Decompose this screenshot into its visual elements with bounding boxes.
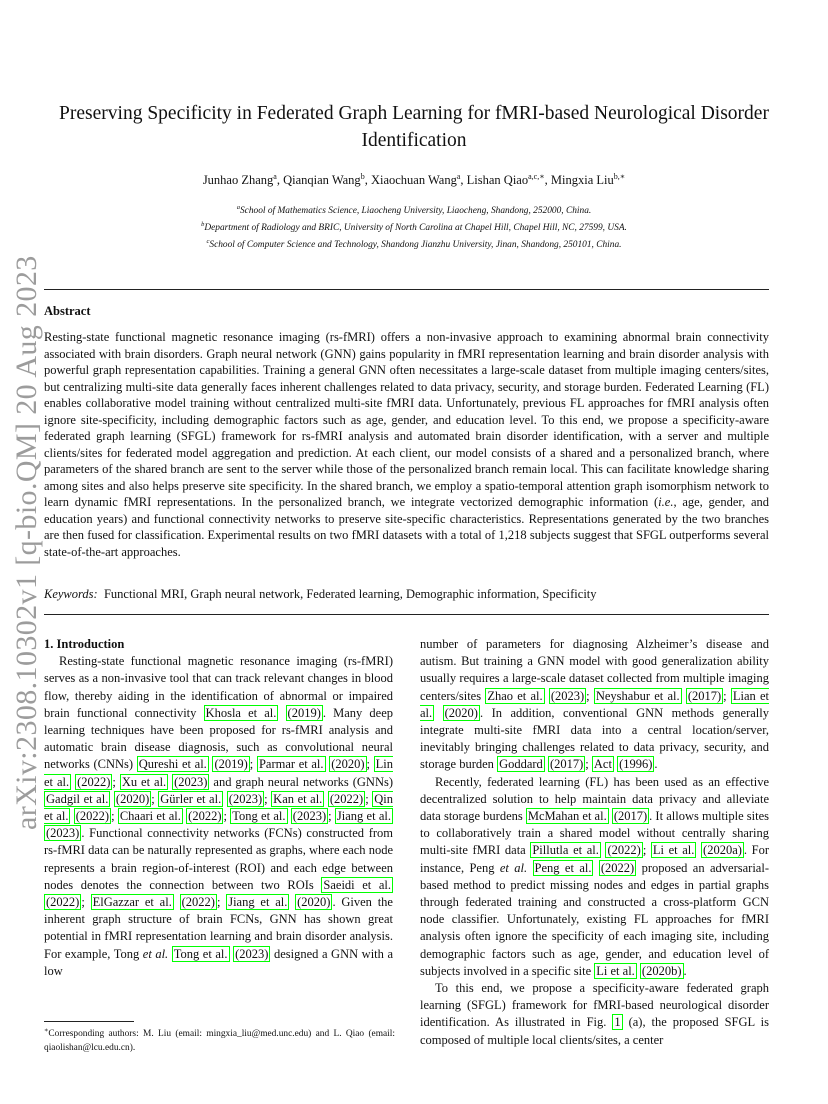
affiliation-line <box>0 235 828 252</box>
citation-link[interactable]: (2023) <box>228 791 263 806</box>
author-name: Junhao Zhang <box>202 173 274 188</box>
citation-link[interactable]: (2022) <box>607 843 641 858</box>
paper-title: Preserving Specificity in Federated Graph Learning for fMRI-based Neurological Disorder Identification <box>59 103 769 151</box>
author-name: Xiaochuan Wang <box>370 173 457 188</box>
citation-link[interactable]: (2023) <box>550 688 585 703</box>
abstract-text: Resting-state functional magnetic resonance imaging (rs-fMRI) offers a non-invasive approach to examining abnormal brain connectivity associated with brain disorders. Graph neural network (GNN) gains popularity in fMRI representation learning and brain disorder analysis with powerful graph representation capabilities. Training a general GNN often necessitates a large-scale dataset from multiple imaging centers/sites, but centralizing multi-site data generally faces inherent challenges related to data privacy, security, and storage burden. Federated Learning (FL) enables collaborative model training without centralized multi-site fMRI data. Unfortunately, previous FL approaches for fMRI analysis often ignore site-specificity, including demographic factors such as age, gender, and education level. To this end, we propose a specificity-aware federated graph learning (SFGL) framework for rs-fMRI analysis and automated brain disorder identification, with a server and multiple clients/sites for federated model aggregation and prediction. At each client, our model consists of a shared and a personalized branch, where parameters of the shared branch are sent to the server while those of the personalized branch remain local. This can facilitate knowledge sharing among sites and also helps preserve site specificity. In the shared branch, we employ a spatio-temporal attention graph isomorphism network to learn dynamic fMRI representations. In the personalized branch, we integrate vectorized demographic information ( <box>44 330 769 509</box>
intro-paragraph: To this end, we propose a specificity-aware federated graph learning (SFGL) framework for fMRI-based neurological disorder identification. As illustrated in Fig. 1 (a), the proposed SFGL is composed of multiple local clients/sites, a center <box>420 981 769 1047</box>
citation-link[interactable]: (2022) <box>181 895 215 910</box>
citation-link[interactable]: Li et al. <box>652 843 695 858</box>
author-affil-mark: a,c,∗ <box>528 172 545 181</box>
keywords-bottom-rule <box>44 614 769 615</box>
left-column <box>44 636 393 980</box>
affiliation-mark: a <box>236 204 240 211</box>
citation-link[interactable]: (2017) <box>613 809 648 824</box>
author-affil-mark: a <box>456 172 461 181</box>
citation-link[interactable]: Jiang et al. <box>228 895 288 910</box>
footnote <box>44 1024 395 1055</box>
citation-link[interactable]: Qureshi et al. <box>138 757 207 772</box>
citation-link[interactable]: Lin et al. <box>44 757 394 789</box>
citation-link[interactable]: (2022) <box>188 809 222 824</box>
citation-link[interactable]: (2020) <box>297 895 331 910</box>
italic-text: et al. <box>142 946 169 961</box>
citation-link[interactable]: (2023) <box>292 809 327 824</box>
citation-link[interactable]: Pillutla et al. <box>532 843 599 858</box>
citation-link[interactable]: (2020) <box>331 757 365 772</box>
citation-link[interactable]: Peng et al. <box>534 860 592 875</box>
keywords-text: Functional MRI, Graph neural network, Federated learning, Demographic information, Specificity <box>103 587 597 601</box>
citation-link[interactable]: (2022) <box>77 774 111 789</box>
affiliation-text: School of Mathematics Science, Liaocheng University, Liaocheng, Shandong, 252000, China. <box>239 206 592 217</box>
right-column <box>420 636 769 1049</box>
citation-link[interactable]: Gadgil et al. <box>46 791 109 806</box>
section-heading: 1. Introduction <box>44 637 125 651</box>
citation-link[interactable]: Kan et al. <box>273 791 323 806</box>
citation-link[interactable]: McMahan et al. <box>527 809 607 824</box>
citation-link[interactable]: (2022) <box>75 809 110 824</box>
citation-link[interactable]: Lian et al. <box>420 688 770 720</box>
citation-link[interactable]: ElGazzar et al. <box>92 895 172 910</box>
affiliation-text: Department of Radiology and BRIC, University of North Carolina at Chapel Hill, Chapel Hill, NC, 27599, USA. <box>204 223 627 234</box>
affiliation-mark: b <box>201 221 205 229</box>
affiliation-line <box>0 218 828 235</box>
citation-link[interactable]: Parmar et al. <box>258 757 324 772</box>
author-affil-mark: a <box>273 172 277 181</box>
citation-link[interactable]: Saeidi et al. <box>323 877 391 892</box>
intro-paragraph: Recently, federated learning (FL) has been used as an effective decentralized solution to help maintain data privacy and alleviate data storage burdens McMahan et al. (2017) . It allows multiple sites to collaboratively train a shared model without centrally sharing multi-site fMRI data Pillutla et al. (2022) ; Li et al. (2020a) . For instance, Peng et al. Peng et al. (2022) proposed an adversarial-based method to predict missing nodes and edges in partial graphs through federated training and constructed a cross-platform GCN node classifier. Unfortunately, existing FL approaches for fMRI analysis often ignore the specificity of each imaging site, including demographic factors such as age, gender, and education level of subjects involved in a specific site Li et al. (2020b) . <box>420 774 770 978</box>
citation-link[interactable]: Goddard <box>499 757 543 772</box>
citation-link[interactable]: (2022) <box>329 791 364 806</box>
author-name: Mingxia Liu <box>550 173 614 188</box>
citation-link[interactable]: (2019) <box>287 705 321 720</box>
abstract-text-italic: i.e. <box>658 495 674 509</box>
citation-link[interactable]: (2020) <box>444 705 478 720</box>
affiliation-list <box>0 201 828 252</box>
citation-link[interactable]: Jiang et al. <box>336 809 391 824</box>
footnote-mark: ∗ <box>44 1027 49 1034</box>
citation-link[interactable]: Li et al. <box>596 963 635 978</box>
abstract-heading: Abstract <box>44 304 91 318</box>
affiliation-text: School of Computer Science and Technology, Shandong Jianzhu University, Jinan, Shandong, 250101, China. <box>209 240 622 251</box>
citation-link[interactable]: (1996) <box>619 757 653 772</box>
citation-link[interactable]: Chaari et al. <box>119 809 181 824</box>
citation-link[interactable]: Tong et al. <box>173 946 228 961</box>
author-name: Lishan Qiao <box>466 173 529 188</box>
footnote-text: Corresponding authors: M. Liu (email: mingxia_liu@med.unc.edu) and L. Qiao (email: qiaolishan@lcu.edu.cn). <box>44 1029 395 1053</box>
keywords-line <box>44 587 597 602</box>
keywords-label: Keywords: <box>44 587 98 601</box>
abstract-text: , age, gender, and education years) and functional connectivity networks to preserve site-specific characteristics. Representations generated by the two branches are then fused for classification. Experimental results on two fMRI datasets with a total of 1,218 subjects suggest that SFGL outperforms several state-of-the-art approaches. <box>44 495 769 559</box>
citation-link[interactable]: (2020) <box>115 791 150 806</box>
arxiv-identifier-stamp: arXiv:2308.10302v1 [q-bio.QM] 20 Aug 2023 <box>10 255 43 830</box>
citation-link[interactable]: Gürler et al. <box>160 791 222 806</box>
citation-link[interactable]: (2017) <box>549 757 584 772</box>
italic-text: et al. <box>499 860 528 875</box>
intro-paragraph: Resting-state functional magnetic resonance imaging (rs-fMRI) serves as a non-invasive tool that can track relevant changes in blood flow, thereby aiding in the identification of abnormal or impaired brain functional connectivity Khosla et al. (2019) . Many deep learning techniques have been proposed for rs-fMRI analysis and automatic brain disease diagnosis, such as convolutional neural networks (CNNs) Qureshi et al. (2019) ; Parmar et al. (2020) ; Lin et al. (2022) ; Xu et al. (2023) and graph neural networks (GNNs) Gadgil et al. (2020) ; Gürler et al. (2023) ; Kan et al. (2022) ; Qin et al. (2022) ; Chaari et al. (2022) ; Tong et al. (2023) ; Jiang et al. (2023) . Functional connectivity networks (FCNs) constructed from rs-fMRI data can be naturally represented as graphs, where each node represents a brain region-of-interest (ROI) and each edge between nodes denotes the connection between two ROIs Saeidi et al. (2022) ; ElGazzar et al. (2022) ; Jiang et al. (2020) . Given the inherent graph structure of brain FCNs, GNN has shown great potential in fMRI representation learning and brain disorder analysis. For example, Tong et al. Tong et al. (2023) designed a GNN with a low <box>44 654 394 978</box>
author-name: Qianqian Wang <box>283 173 361 188</box>
citation-link[interactable]: Qin et al. <box>44 791 394 824</box>
citation-link[interactable]: (2017) <box>687 688 722 703</box>
citation-link[interactable]: (2020b) <box>641 963 682 978</box>
affiliation-line <box>0 201 828 218</box>
citation-link[interactable]: (2020a) <box>703 843 742 858</box>
citation-link[interactable]: (2022) <box>600 860 635 875</box>
abstract-body <box>44 329 769 560</box>
citation-link[interactable]: (2019) <box>214 757 248 772</box>
intro-paragraph: number of parameters for diagnosing Alzheimer’s disease and autism. But training a GNN model with good generalization ability usually requires a large-scale dataset collected from multiple imaging centers/sites Zhao et al. (2023) ; Neyshabur et al. (2017) ; Lian et al. (2020) . In addition, conventional GNN methods generally integrate multi-site fMRI data into a central location/server, inevitably bringing challenges related to data privacy, security, and storage burden Goddard (2017) ; Act (1996) . <box>420 637 770 772</box>
author-list: Junhao Zhang$^a$, Qianqian Wang$^b$, Xiaochuan Wang$^a$, Lishan Qiao$^{a,c,∗}$, Mingxia Liu$^{b,∗}$ <box>202 172 626 188</box>
author-affil-mark: b <box>360 172 365 181</box>
citation-link[interactable]: Xu et al. <box>121 774 167 789</box>
citation-link[interactable]: Zhao et al. <box>487 688 543 703</box>
author-affil-mark: b,∗ <box>613 172 626 181</box>
citation-link[interactable]: Tong et al. <box>232 809 286 824</box>
citation-link[interactable]: (2023) <box>235 946 269 961</box>
citation-link[interactable]: (2023) <box>174 774 208 789</box>
footnote-rule <box>44 1021 134 1022</box>
citation-link[interactable]: 1 <box>614 1015 621 1030</box>
abstract-top-rule <box>44 289 769 290</box>
citation-link[interactable]: Act <box>593 757 612 772</box>
citation-link[interactable]: Neyshabur et al. <box>595 688 680 703</box>
citation-link[interactable]: (2022) <box>46 895 80 910</box>
affiliation-mark: c <box>206 238 210 246</box>
citation-link[interactable]: (2023) <box>46 826 80 841</box>
citation-link[interactable]: Khosla et al. <box>205 705 277 720</box>
